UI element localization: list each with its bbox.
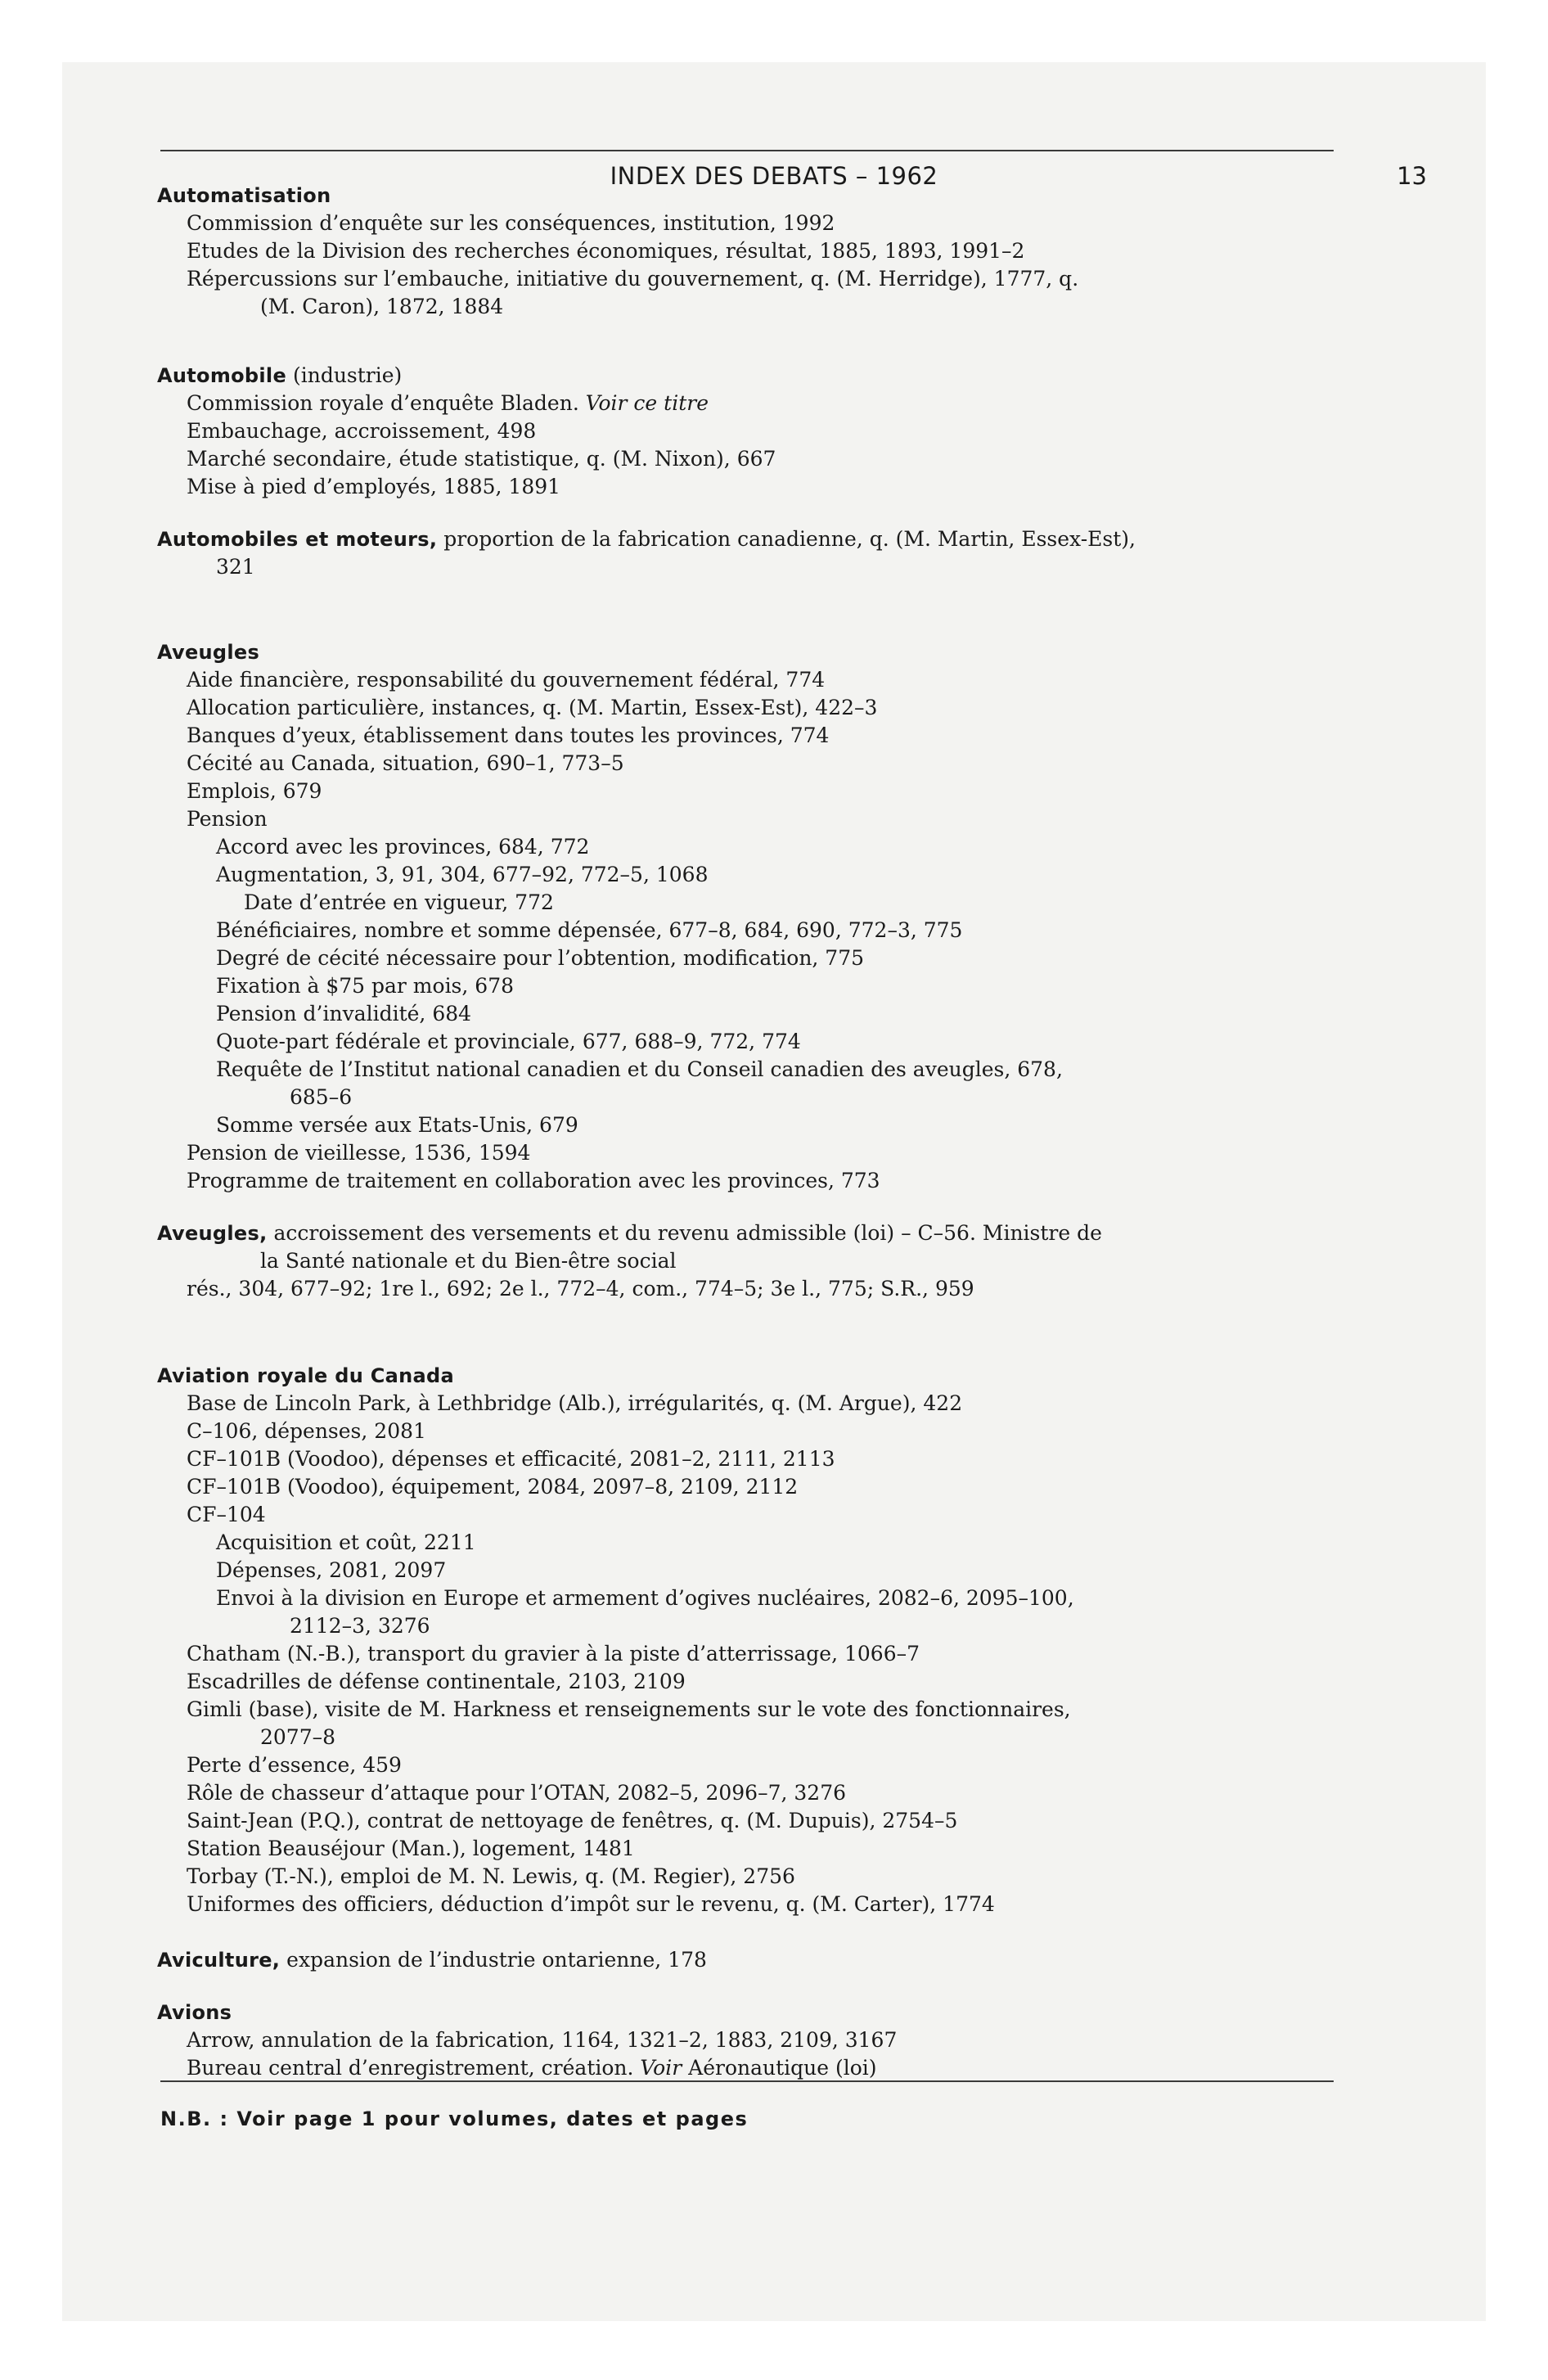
entry-line: Banques d’yeux, établissement dans toutes les provinces, 774 [187, 723, 830, 747]
entry-line: CF–101B (Voodoo), dépenses et efficacité, 2081–2, 2111, 2113 [187, 1447, 835, 1471]
entry-heading-rest: proportion de la fabrication canadienne, q. (M. Martin, Essex-Est), [437, 527, 1136, 551]
entry-line: Pension d’invalidité, 684 [216, 1002, 472, 1025]
entry-line: Saint-Jean (P.Q.), contrat de nettoyage de fenêtres, q. (M. Dupuis), 2754–5 [187, 1809, 958, 1832]
entry-line: Degré de cécité nécessaire pour l’obtention, modification, 775 [216, 946, 865, 970]
entry-line: Station Beauséjour (Man.), logement, 1481 [187, 1837, 635, 1860]
entry-line: Mise à pied d’employés, 1885, 1891 [187, 475, 561, 498]
entry-heading-rest: accroissement des versements et du revenu admissible (loi) – C–56. Ministre de [267, 1221, 1102, 1245]
entry-line-text: Commission royale d’enquête Bladen. [187, 391, 579, 415]
entry-line: Pension de vieillesse, 1536, 1594 [187, 1141, 531, 1165]
footer-rule [160, 2080, 1334, 2082]
entry-line: Escadrilles de défense continentale, 2103, 2109 [187, 1670, 686, 1693]
entry-line: Gimli (base), visite de M. Harkness et renseignements sur le vote des fonctionnaires, [187, 1697, 1071, 1721]
entry-line: Pension [187, 807, 268, 831]
entry-line: la Santé nationale et du Bien-être social [260, 1249, 677, 1273]
entry-heading: Automobile [157, 364, 287, 387]
entry-heading: Aviculture, [157, 1949, 281, 1972]
entry-line: 321 [216, 555, 255, 579]
entry-line: rés., 304, 677–92; 1re l., 692; 2e l., 772–4, com., 774–5; 3e l., 775; S.R., 959 [187, 1277, 974, 1300]
entry-line [157, 2054, 1352, 2082]
entry-line: Torbay (T.-N.), emploi de M. N. Lewis, q. (M. Regier), 2756 [187, 1864, 795, 1888]
entry-line: Embauchage, accroissement, 498 [187, 419, 537, 443]
entry-line: CF–104 [187, 1503, 266, 1526]
entry-heading: Aveugles, [157, 1222, 268, 1245]
entry-line: C–106, dépenses, 2081 [187, 1419, 426, 1443]
entry-line: Programme de traitement en collaboration avec les provinces, 773 [187, 1169, 880, 1192]
entry-heading-rest: expansion de l’industrie ontarienne, 178 [280, 1948, 707, 1972]
entry-heading: Aviation royale du Canada [157, 1364, 455, 1387]
cross-reference: Voir ce titre [585, 391, 709, 415]
entry-line: Emplois, 679 [187, 779, 322, 803]
entry-line: Base de Lincoln Park, à Lethbridge (Alb.), irrégularités, q. (M. Argue), 422 [187, 1391, 963, 1415]
index-entry [157, 182, 1352, 321]
entry-line: Augmentation, 3, 91, 304, 677–92, 772–5, 1068 [216, 863, 709, 886]
entry-line: Aide financière, responsabilité du gouvernement fédéral, 774 [187, 668, 826, 692]
entry-line: Allocation particulière, instances, q. (M. Martin, Essex-Est), 422–3 [187, 696, 878, 719]
entry-line: (M. Caron), 1872, 1884 [260, 295, 504, 318]
index-entry [157, 525, 1352, 581]
entry-line: Date d’entrée en vigueur, 772 [244, 890, 554, 914]
entry-line: Fixation à $75 par mois, 678 [216, 974, 515, 998]
entry-heading-rest: (industrie) [286, 363, 403, 387]
entry-line: Chatham (N.-B.), transport du gravier à la piste d’atterrissage, 1066–7 [187, 1642, 920, 1666]
index-entry [157, 1999, 1352, 2082]
entry-line: Perte d’essence, 459 [187, 1753, 402, 1777]
header-rule [160, 150, 1334, 151]
entry-line-text: Aéronautique (loi) [688, 2056, 877, 2080]
entry-line: Quote-part fédérale et provinciale, 677, 688–9, 772, 774 [216, 1030, 801, 1053]
entry-line: Envoi à la division en Europe et armement d’ogives nucléaires, 2082–6, 2095–100, [216, 1586, 1074, 1610]
entry-line: 685–6 [290, 1085, 353, 1109]
index-entry [157, 1219, 1352, 1303]
entry-line [157, 390, 1352, 417]
entry-heading: Automatisation [157, 184, 331, 207]
footer-note: N.B. : Voir page 1 pour volumes, dates et pages [160, 2107, 749, 2130]
entry-line: Marché secondaire, étude statistique, q. (M. Nixon), 667 [187, 447, 776, 471]
entry-line: Arrow, annulation de la fabrication, 1164, 1321–2, 1883, 2109, 3167 [187, 2028, 898, 2052]
entry-line: 2112–3, 3276 [290, 1614, 430, 1638]
entry-line: Acquisition et coût, 2211 [216, 1530, 476, 1554]
entry-line: CF–101B (Voodoo), équipement, 2084, 2097–8, 2109, 2112 [187, 1475, 799, 1499]
entry-line: Rôle de chasseur d’attaque pour l’OTAN, 2082–5, 2096–7, 3276 [187, 1781, 847, 1805]
index-entry [157, 1362, 1352, 1918]
entry-line: Commission d’enquête sur les conséquences, institution, 1992 [187, 211, 835, 235]
page-title: INDEX DES DEBATS – 1962 [610, 162, 938, 190]
cross-reference: Voir [640, 2056, 682, 2080]
entry-line: Bénéficiaires, nombre et somme dépensée, 677–8, 684, 690, 772–3, 775 [216, 918, 963, 942]
entry-line: 2077–8 [260, 1725, 336, 1749]
entry-line: Somme versée aux Etats-Unis, 679 [216, 1113, 578, 1137]
entry-line: Cécité au Canada, situation, 690–1, 773–5 [187, 751, 624, 775]
entry-line: Requête de l’Institut national canadien et du Conseil canadien des aveugles, 678, [216, 1057, 1063, 1081]
index-entry [157, 362, 1352, 501]
entry-line: Accord avec les provinces, 684, 772 [216, 835, 590, 859]
entry-heading: Aveugles [157, 641, 260, 664]
index-content [157, 182, 1352, 2082]
page-number: 13 [1397, 162, 1427, 190]
entry-line: Dépenses, 2081, 2097 [216, 1558, 447, 1582]
entry-line-text: Bureau central d’enregistrement, création. [187, 2056, 634, 2080]
entry-line: Répercussions sur l’embauche, initiative du gouvernement, q. (M. Herridge), 1777, q. [187, 267, 1079, 291]
index-entry [157, 1946, 1352, 1974]
entry-heading: Avions [157, 2001, 232, 2024]
entry-line: Etudes de la Division des recherches économiques, résultat, 1885, 1893, 1991–2 [187, 239, 1025, 263]
entry-heading: Automobiles et moteurs, [157, 528, 438, 551]
entry-line: Uniformes des officiers, déduction d’impôt sur le revenu, q. (M. Carter), 1774 [187, 1892, 995, 1916]
index-entry [157, 638, 1352, 1195]
